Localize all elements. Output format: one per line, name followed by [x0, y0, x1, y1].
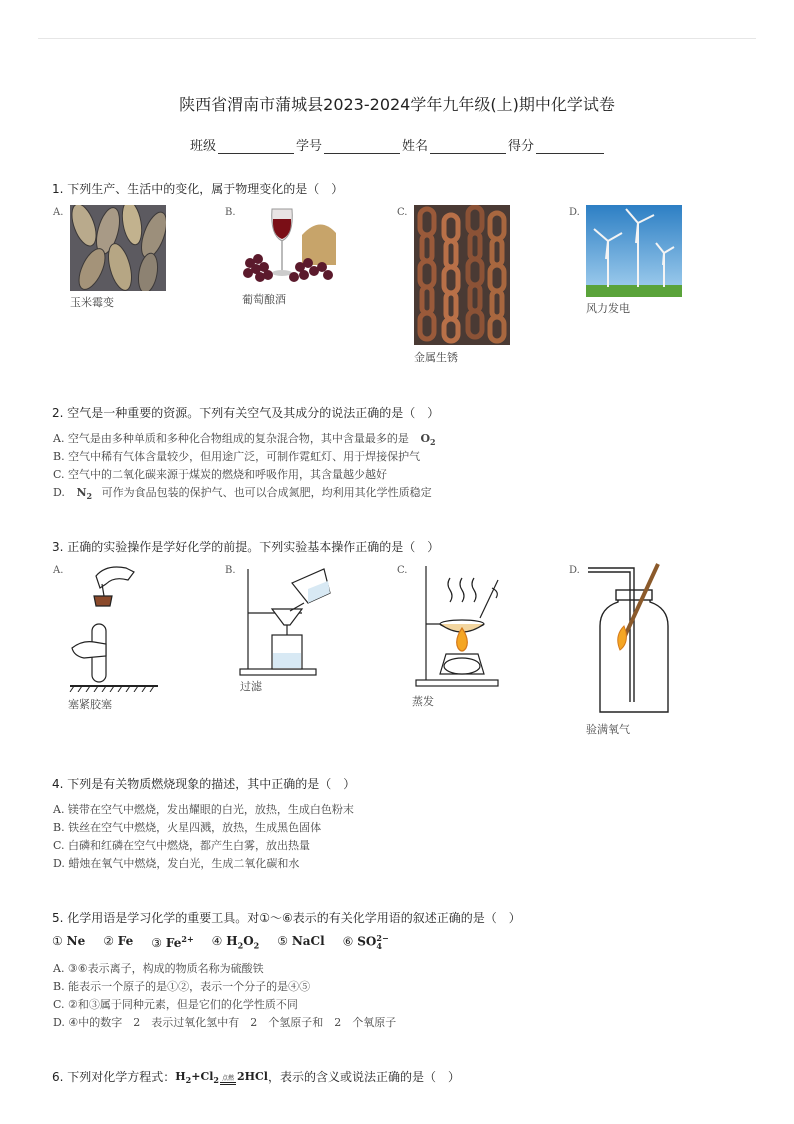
name-blank[interactable] [430, 142, 506, 154]
q3-caption-c: 蒸发 [412, 695, 434, 708]
q2-option-a [53, 430, 436, 447]
symbol-5 [277, 934, 324, 950]
symbol-3-formula: Fe [165, 936, 182, 950]
symbol-6 [343, 934, 389, 950]
nitrogen-subscript: 2 [86, 491, 93, 502]
symbol-4 [212, 934, 260, 950]
q1-caption-d: 风力发电 [586, 302, 630, 315]
q5-option-c: C. ②和③属于同种元素，但是它们的化学性质不同 [53, 998, 298, 1011]
q1-option-a-letter: A. [53, 207, 64, 218]
q3-option-a-letter: A. [53, 565, 64, 576]
q5-option-a: A. ③⑥表示离子，构成的物质名称为硫酸铁 [53, 962, 264, 975]
q6-equation-hcl: 2HCl [236, 1069, 268, 1083]
symbol-2-formula: Fe [117, 934, 134, 948]
oxygen-subscript: 2 [430, 437, 436, 448]
symbol-6-indices [376, 934, 388, 950]
q3-caption-b: 过滤 [240, 680, 262, 693]
symbol-4-subscript-h: 2 [237, 940, 244, 951]
rusty-chains-photo [414, 205, 510, 345]
symbol-3-charge: 2+ [181, 934, 194, 944]
q3-option-b-letter: B. [225, 565, 236, 576]
symbol-5-number: ⑤ [277, 934, 288, 948]
symbol-6-charge: 2− [376, 933, 389, 943]
q4-option-d: D. 蜡烛在氧气中燃烧，发白光，生成二氧化碳和水 [53, 857, 300, 870]
q1-option-c-letter: C. [397, 207, 408, 218]
q1-option-d-letter: D. [569, 207, 580, 218]
q2-option-d-letter: D. [53, 486, 65, 499]
q6-stem-prefix: 6. 下列对化学方程式： [52, 1070, 176, 1084]
q6-equation-h: H [175, 1069, 186, 1083]
q6-condition: 点燃 [221, 1075, 234, 1082]
q2-option-a-text: A. 空气是由多种单质和多种化合物组成的复杂混合物，其中含量最多的是 [53, 432, 409, 445]
student-number-blank[interactable] [324, 142, 400, 154]
q3-option-c-letter: C. [397, 565, 408, 576]
oxygen-symbol: O [420, 432, 431, 445]
oxygen-test-bottle-illustration [584, 562, 674, 718]
q5-option-b: B. 能表示一个原子的是①②，表示一个分子的是④⑤ [53, 980, 311, 993]
q3-caption-d: 验满氧气 [586, 723, 630, 736]
symbol-5-formula: NaCl [291, 934, 325, 948]
class-blank[interactable] [218, 142, 294, 154]
symbol-2-number: ② [103, 934, 114, 948]
question-4-stem: 4. 下列是有关物质燃烧现象的描述，其中正确的是（ ） [52, 777, 356, 791]
symbol-6-formula: SO [357, 934, 377, 949]
question-5-stem: 5. 化学用语是学习化学的重要工具。对①～⑥表示的有关化学用语的叙述正确的是（ ） [52, 911, 521, 925]
wind-turbines-photo [586, 205, 682, 297]
q1-option-b-letter: B. [225, 207, 236, 218]
filtration-illustration [238, 565, 334, 677]
q1-caption-a: 玉米霉变 [70, 296, 114, 309]
q5-option-d: D. ④中的数字 2 表示过氧化氢中有 2 个氢原子和 2 个氧原子 [53, 1016, 397, 1029]
q2-option-b: B. 空气中稀有气体含量较少，但用途广泛，可制作霓虹灯、用于焊接保护气 [53, 450, 421, 463]
symbol-3-number: ③ [151, 936, 163, 950]
header-divider [38, 38, 756, 39]
q2-option-a-formula [420, 432, 436, 448]
student-info-row [190, 135, 606, 154]
symbol-1-formula: Ne [66, 934, 86, 948]
symbol-6-number: ⑥ [342, 934, 354, 949]
stopper-insert-illustration [66, 562, 158, 692]
symbol-1-number: ① [52, 934, 63, 948]
symbol-4-formula: H [226, 934, 238, 948]
symbol-1 [52, 934, 85, 950]
q2-option-d [53, 484, 432, 501]
student-number-label: 学号 [296, 139, 323, 154]
grape-wine-photo [242, 205, 338, 287]
symbol-4-subscript-o: 2 [253, 940, 260, 951]
q2-option-d-formula [76, 486, 93, 502]
name-label: 姓名 [402, 139, 429, 154]
evaporation-illustration [410, 562, 506, 690]
q1-caption-c: 金属生锈 [414, 351, 458, 364]
symbol-4-number: ④ [211, 934, 223, 948]
symbol-2 [103, 934, 133, 950]
q1-caption-b: 葡萄酿酒 [242, 293, 286, 306]
symbol-6-subscript: 4 [376, 941, 382, 951]
moldy-corn-photo [70, 205, 166, 291]
class-label: 班级 [190, 139, 217, 154]
q3-option-d-letter: D. [569, 565, 580, 576]
q6-equation: $H_2+Cl_2$ 点燃 2HCl [175, 1069, 268, 1085]
question-3-stem: 3. 正确的实验操作是学好化学的前提。下列实验基本操作正确的是（ ） [52, 540, 440, 554]
page-title: 陕西省渭南市蒲城县2023-2024学年九年级(上)期中化学试卷 [179, 95, 615, 114]
q2-option-d-text: 可作为食品包装的保护气、也可以合成氮肥，均利用其化学性质稳定 [101, 486, 432, 499]
nitrogen-symbol: N [76, 486, 87, 499]
question-1-stem: 1. 下列生产、生活中的变化，属于物理变化的是（ ） [52, 182, 344, 196]
symbol-3 [151, 934, 193, 950]
q6-stem-suffix: ，表示的含义或说法正确的是（ ） [267, 1070, 460, 1084]
symbol-4-formula-o: O [243, 934, 254, 948]
score-label: 得分 [508, 139, 535, 154]
q4-option-b: B. 铁丝在空气中燃烧，火星四溅，放热，生成黑色固体 [53, 821, 322, 834]
q2-option-c: C. 空气中的二氧化碳来源于煤炭的燃烧和呼吸作用，其含量越少越好 [53, 468, 388, 481]
q4-option-c: C. 白磷和红磷在空气中燃烧，都产生白雾，放出热量 [53, 839, 311, 852]
q5-symbol-list [52, 934, 389, 950]
question-6-stem [52, 1068, 460, 1085]
q6-reaction-arrow [220, 1076, 236, 1085]
score-blank[interactable] [536, 142, 604, 154]
question-2-stem: 2. 空气是一种重要的资源。下列有关空气及其成分的说法正确的是（ ） [52, 406, 440, 420]
q3-caption-a: 塞紧胶塞 [68, 698, 112, 711]
q4-option-a: A. 镁带在空气中燃烧，发出耀眼的白光，放热，生成白色粉末 [53, 803, 354, 816]
